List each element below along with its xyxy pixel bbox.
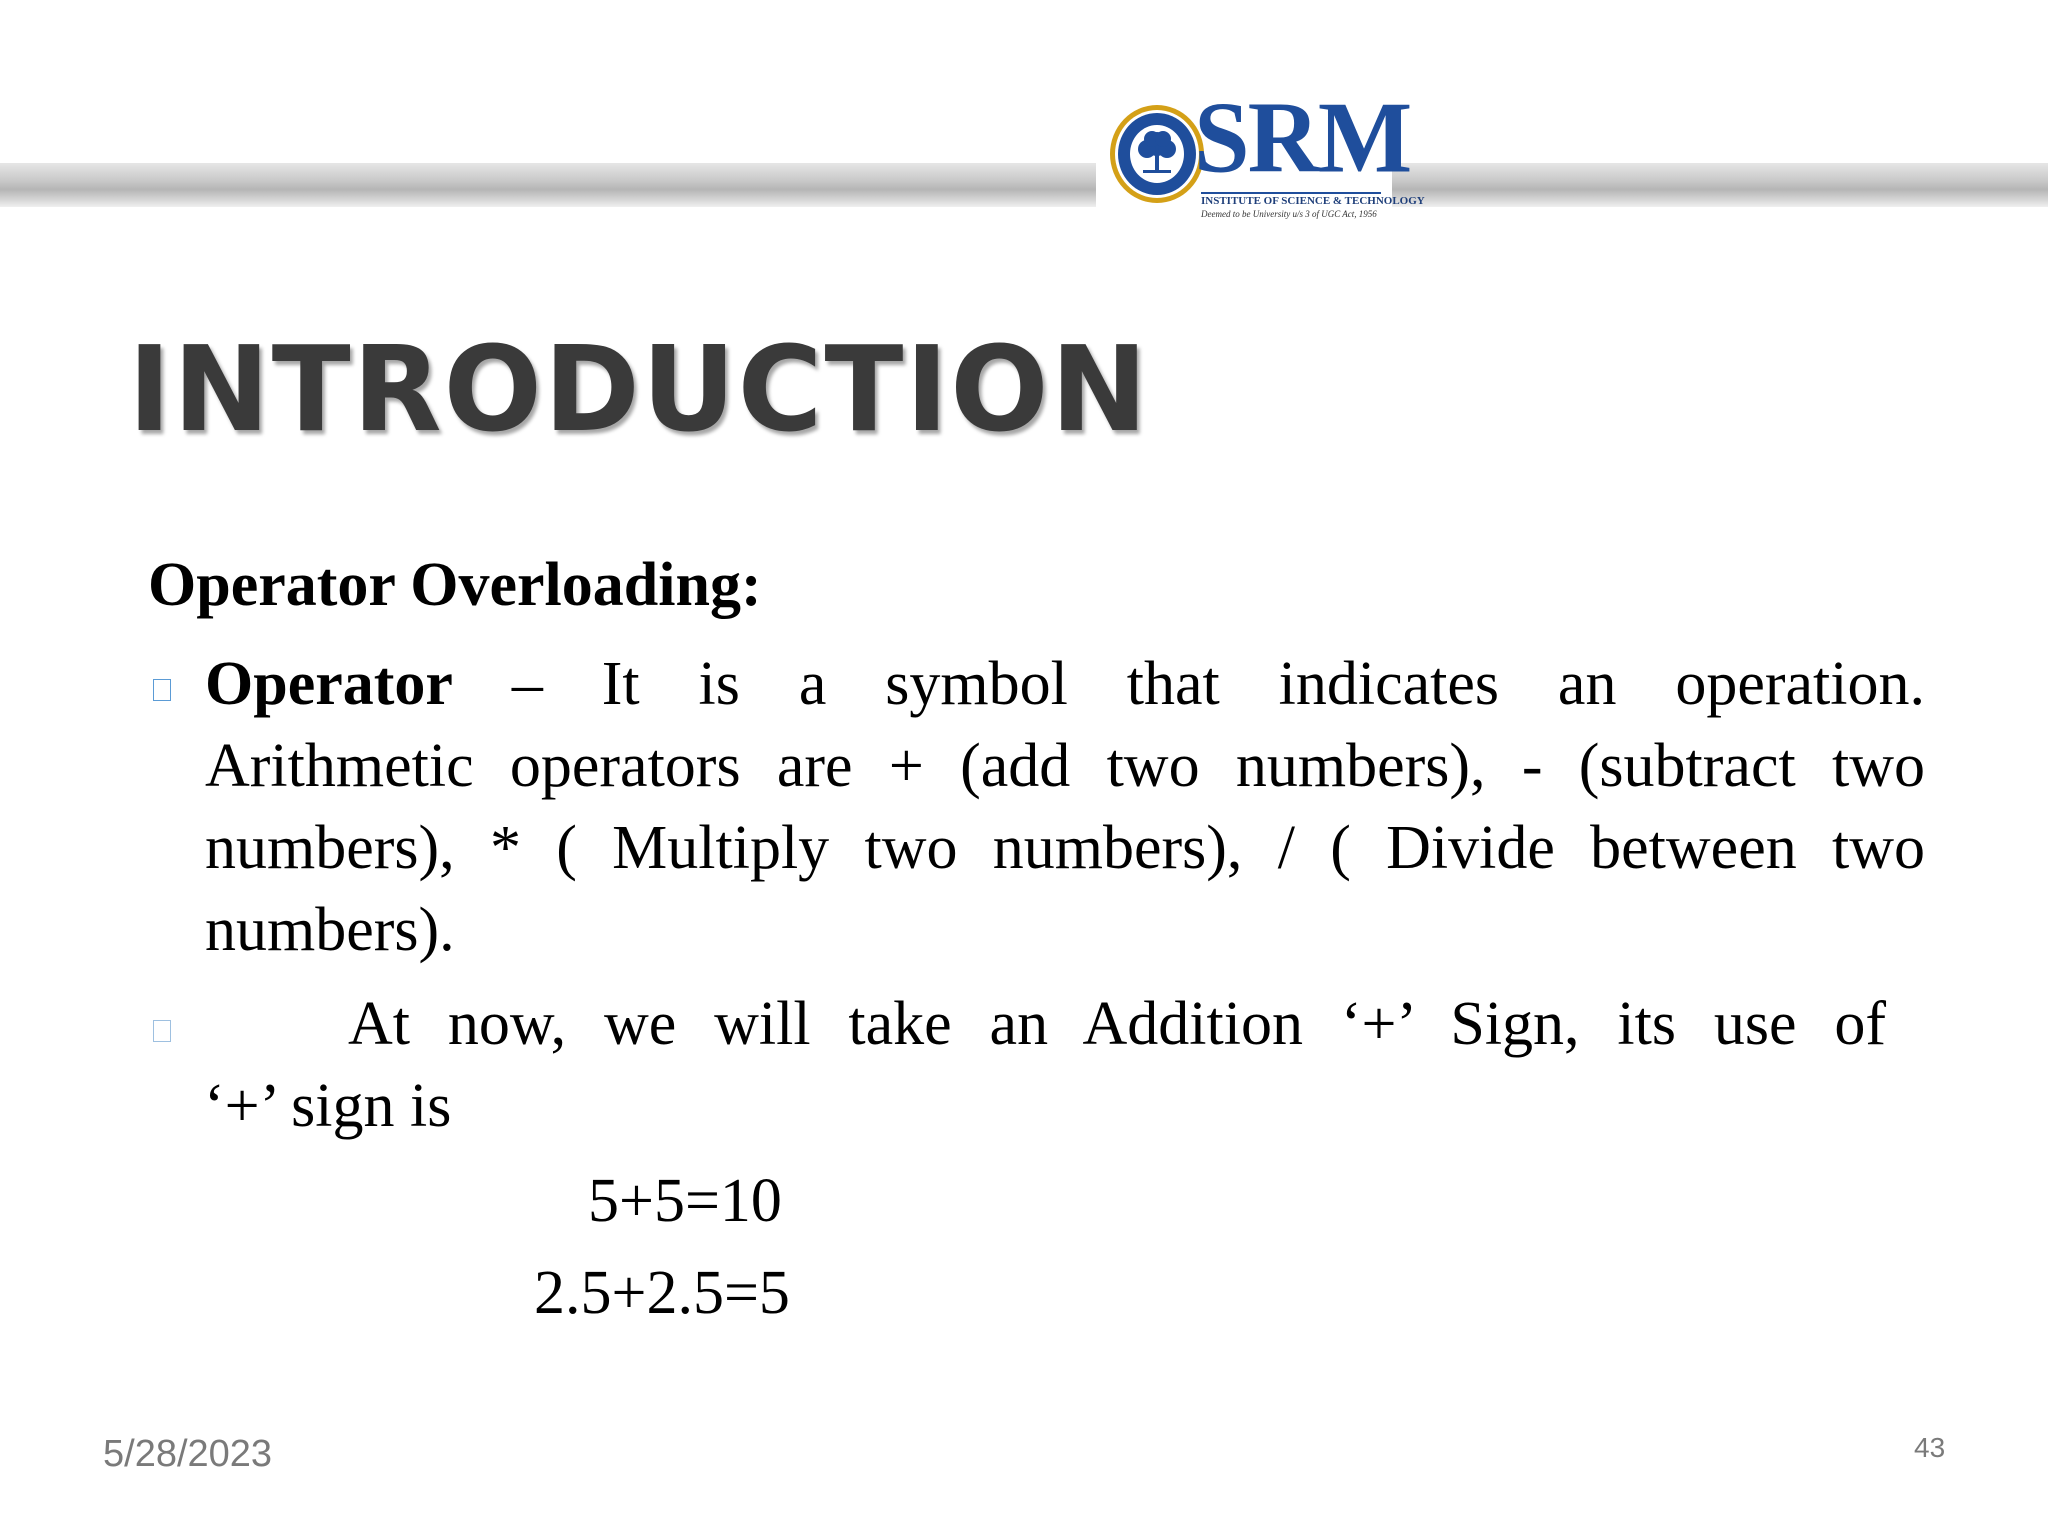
srm-seal-icon — [1107, 102, 1207, 206]
bullet-line: numbers), * ( Multiply two numbers), / ( Divide between two — [205, 814, 1925, 882]
bullet-line: numbers). — [205, 896, 455, 964]
bullet-text: – It is a symbol that indicates an operation. — [511, 650, 1925, 718]
bullet-operator-definition — [205, 643, 1925, 971]
bullet-line: Arithmetic operators are + (add two numbers), - (subtract two — [205, 732, 1925, 800]
logo-institute-text: INSTITUTE OF SCIENCE & TECHNOLOGY — [1201, 192, 1381, 207]
example-integer-addition: 5+5=10 — [588, 1167, 782, 1235]
bullet-addition-sign — [168, 983, 1888, 1147]
slide-title: INTRODUCTION — [128, 320, 1150, 458]
slide-number: 43 — [1914, 1432, 1946, 1463]
header-bar — [0, 163, 2048, 207]
bullet-icon — [153, 679, 171, 701]
section-heading: Operator Overloading: — [148, 551, 762, 619]
srm-logo-text: SRM — [1194, 80, 1411, 195]
bullet-line — [205, 643, 1925, 725]
example-float-addition: 2.5+2.5=5 — [534, 1259, 790, 1327]
bullet-line: At now, we will take an Addition ‘+’ Sign, its use of — [348, 990, 1886, 1058]
logo-tagline: Deemed to be University u/s 3 of UGC Act, 1956 — [1201, 209, 1377, 219]
bullet-lead-term: Operator — [205, 650, 453, 718]
footer-date: 5/28/2023 — [103, 1433, 273, 1475]
bullet-line: ‘+’ sign is — [204, 1072, 452, 1140]
